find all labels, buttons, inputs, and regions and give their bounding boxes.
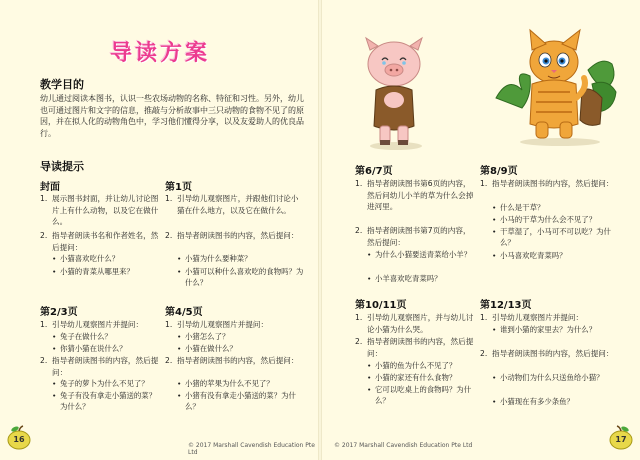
left-page: 导读方案 教学目的 幼儿通过阅读本图书，认识一些农场动物的名称、特征和习性。另外，幼儿也可通过图片和文字的信息，推敲与分析故事中三只动物的食物不见了的原因，并在拟人化的动物角色中，学习他们懂得分享，以及友爱助人的优良品行。 导读提示 封面 1. 展示图书封面，并让幼儿讨论图片上有什么动物，以及它在做什么。 2. 指导者朗读书名和作者姓名，然后提问： • 小猫喜欢吃什么？ • 小猫的青菜从哪里来？ 第1页 1. 引导幼儿观察图片，并跟他们讨论小猫在什么地方，以及它在做什么。 2. 指导者朗读图书的内容，然后提问： • 小猫为什么要种菜？ • 小猫可以种什么喜欢吃的食物吗？为什么？ 第2/3页 1. 引导幼儿观察图片并提问： • 兔子在做什么？ • 你猜小猫在说什么？ 2. 指导者朗读图书的内容，然后提问： • 兔子的萝卜为什么不见了？ • 兔子有没有拿走小猫送的菜？为什么？ 第4/5页 1. 引导幼儿观察图片并提问： • 小猪怎么了？ • 小猫在做什么？ 2. 指导者朗读图书的内容，然后提问： • 小猪的苹果为什么不见了？ • 小猪有没有拿走小猫送的菜？为什么？ 16 © 2017 Marshall Cavendish Education Pte Ltd <box>0 0 318 460</box>
list-item: 1. 指导者朗读图书的内容，然后提问： <box>480 179 614 188</box>
list-item: 1. 引导幼儿观察图片，并与幼儿讨论小猫为什么哭。 <box>355 313 474 334</box>
right-page: 第6/7页 1. 指导者朗读图书第6页的内容，然后问幼儿小羊的草为什么会掉进河里。 2. 指导者朗读图书第7页的内容，然后提问： • 为什么小猫要送青菜给小羊？ • 小羊喜欢吃青菜吗？ 第8/9页 1. 指导者朗读图书的内容，然后提问： • 什么是干草？ • 小马的干草为什么会不见了？ • 干草湿了，小马可不可以吃？为什么？ • 小马喜欢吃青菜吗？ 第10/11页 1. 引导幼儿观察图片，并与幼儿讨论小猫为什么哭。 2. 指导者朗读图书的内容，然后提问： • 小猫的鱼为什么不见了？ • 小猫的家还有什么食物？ • 它可以吃桌上的食物吗？为什么？ 第12/13页 1. 引导幼儿观察图片并提问： • 谁到小猫的家里去？为什么？ 2. 指导者朗读图书的内容，然后提问： • 小动物们为什么只送鱼给小猫？ • 小猫现在有多少条鱼？ © 2017 Marshall Cavendish Education Pte Ltd 17 <box>322 0 640 460</box>
p1213-heading: 第12/13页 <box>480 300 532 311</box>
goals-text: 幼儿通过阅读本图书，认识一些农场动物的名称、特征和习性。另外，幼儿也可通过图片和文字的信息，推敲与分析故事中三只动物的食物不见了的原因，并在拟人化的动物角色中，学习他们懂得分享，以及友爱助人的优良品行。 <box>40 94 304 138</box>
list-item: 2. 指导者朗读图书的内容，然后提问： <box>355 337 474 358</box>
pig-illustration <box>354 34 434 152</box>
copyright-footer: © 2017 Marshall Cavendish Education Pte Ltd <box>334 442 473 449</box>
goals-heading: 教学目的 <box>40 78 84 91</box>
list-item: 1. 展示图书封面，并让幼儿讨论图片上有什么动物，以及它在做什么。 <box>40 194 159 226</box>
list-item: 2. 指导者朗读图书第7页的内容，然后提问： <box>355 226 471 247</box>
p1011-heading: 第10/11页 <box>355 300 407 311</box>
p89-heading: 第8/9页 <box>480 166 518 177</box>
page-number: 17 <box>615 435 627 444</box>
list-item: 2. 指导者朗读图书的内容，然后提问： <box>165 231 299 240</box>
cat-with-vegetables-illustration <box>492 28 622 148</box>
page-number-badge <box>608 424 634 450</box>
list-item: 1. 引导幼儿观察图片，并跟他们讨论小猫在什么地方，以及它在做什么。 <box>165 194 299 215</box>
p67-heading: 第6/7页 <box>355 166 393 177</box>
p45-heading: 第4/5页 <box>165 307 203 318</box>
page-number-badge <box>6 424 32 450</box>
copyright-footer: © 2017 Marshall Cavendish Education Pte Ltd <box>188 442 315 456</box>
p23-heading: 第2/3页 <box>40 307 78 318</box>
tips-heading: 导读提示 <box>40 160 84 173</box>
page-number: 16 <box>13 435 25 444</box>
cover-heading: 封面 <box>40 182 60 193</box>
list-item: 2. 指导者朗读图书的内容，然后提问： <box>480 349 614 358</box>
list-item: 2. 指导者朗读书名和作者姓名，然后提问： <box>40 231 159 252</box>
page-title: 导读方案 <box>110 41 211 66</box>
p1-heading: 第1页 <box>165 182 192 193</box>
list-item: 1. 指导者朗读图书第6页的内容，然后问幼儿小羊的草为什么会掉进河里。 <box>355 179 474 211</box>
